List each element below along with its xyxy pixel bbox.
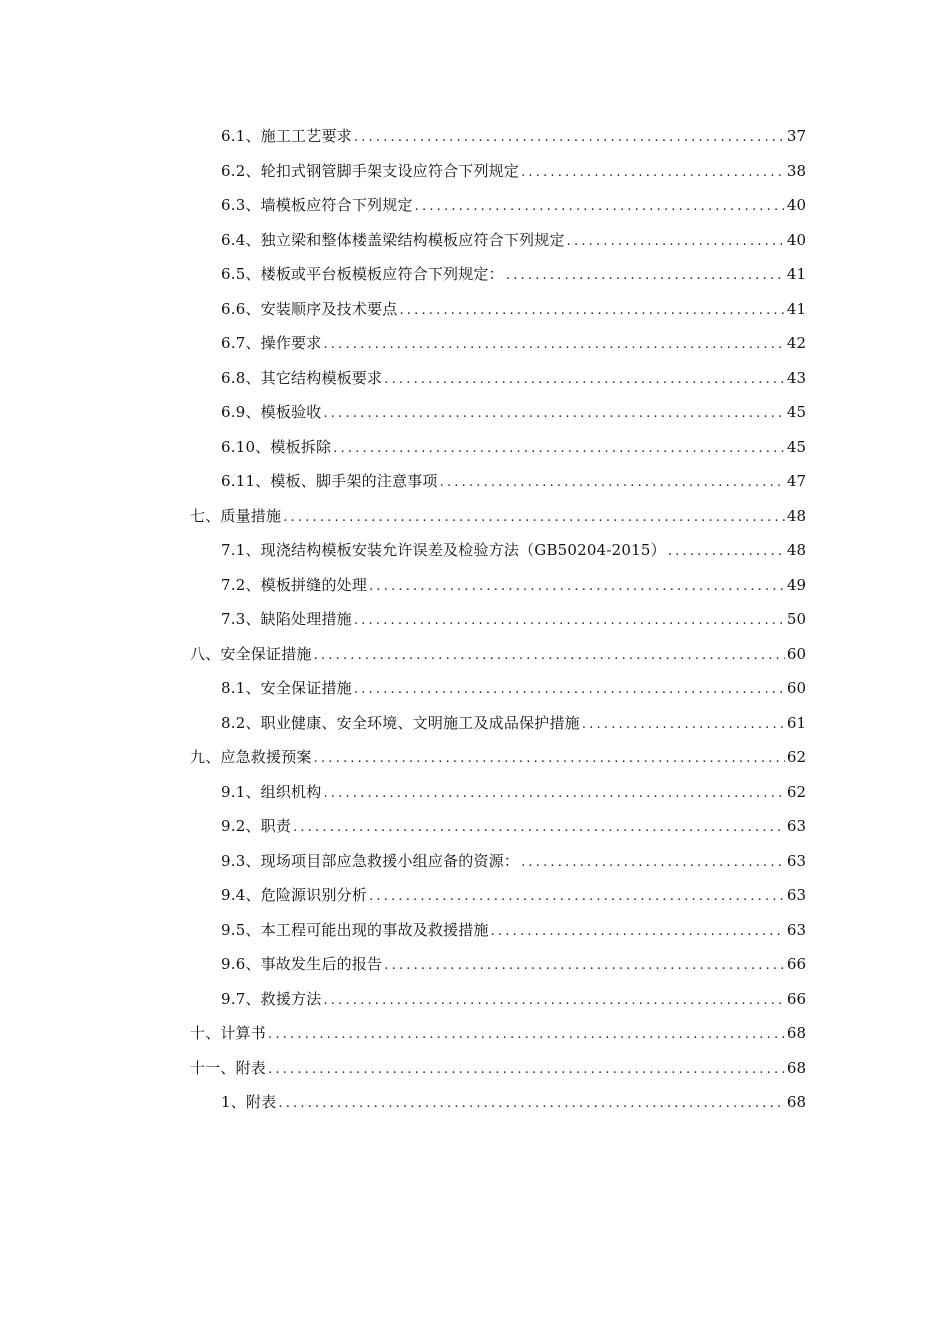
toc-entry-label: 6.2、轮扣式钢管脚手架支设应符合下列规定	[221, 161, 520, 180]
toc-entry[interactable]	[0, 707, 950, 742]
toc-entry-line	[221, 713, 806, 735]
toc-entry-line	[221, 989, 806, 1011]
toc-page-number: 40	[786, 230, 806, 249]
toc-dot-leader	[582, 715, 785, 735]
toc-entry-label: 6.8、其它结构模板要求	[221, 368, 383, 387]
toc-entry-line	[221, 402, 806, 424]
toc-entry[interactable]	[0, 155, 950, 190]
toc-page-number: 63	[786, 851, 806, 870]
toc-entry-label: 6.3、墙模板应符合下列规定	[221, 196, 413, 215]
toc-dot-leader	[399, 301, 784, 321]
toc-dot-leader	[283, 508, 785, 528]
toc-entry-label: 6.5、楼板或平台板模板应符合下列规定：	[221, 265, 504, 284]
toc-entry[interactable]	[0, 1017, 950, 1052]
toc-entry[interactable]	[0, 293, 950, 328]
toc-dot-leader	[506, 266, 785, 286]
toc-dot-leader	[521, 163, 785, 183]
toc-entry[interactable]	[0, 914, 950, 949]
toc-entry-label: 十、计算书	[190, 1024, 267, 1043]
toc-dot-leader	[293, 818, 785, 838]
toc-page-number: 45	[786, 437, 806, 456]
toc-page-number: 66	[786, 955, 806, 974]
toc-page-number: 62	[786, 748, 806, 767]
toc-entry-label: 6.9、模板验收	[221, 403, 322, 422]
toc-dot-leader	[323, 404, 784, 424]
toc-page-number: 68	[786, 1024, 806, 1043]
toc-dot-leader	[323, 784, 784, 804]
toc-entry-label: 八、安全保证措施	[190, 644, 312, 663]
toc-entry-line	[221, 782, 806, 804]
toc-entry-line	[221, 437, 806, 459]
toc-entry-line	[221, 299, 806, 321]
toc-entry-line	[190, 506, 806, 528]
toc-dot-leader	[415, 197, 785, 217]
toc-entry-label: 9.7、救援方法	[221, 989, 322, 1008]
toc-page-number: 60	[786, 644, 806, 663]
toc-entry-label: 7.3、缺陷处理措施	[221, 610, 352, 629]
toc-entry[interactable]	[0, 431, 950, 466]
toc-entry[interactable]	[0, 500, 950, 535]
toc-page-number: 42	[786, 334, 806, 353]
toc-entry[interactable]	[0, 810, 950, 845]
toc-page-number: 66	[786, 989, 806, 1008]
toc-dot-leader	[491, 922, 785, 942]
toc-entry[interactable]	[0, 465, 950, 500]
toc-entry-label: 8.1、安全保证措施	[221, 679, 352, 698]
toc-entry[interactable]	[0, 948, 950, 983]
toc-entry-line	[190, 1058, 806, 1080]
toc-entry[interactable]	[0, 845, 950, 880]
toc-page-number: 48	[786, 506, 806, 525]
toc-entry-line	[221, 609, 806, 631]
toc-entry-label: 9.2、职责	[221, 817, 292, 836]
toc-page-number: 68	[786, 1093, 806, 1112]
toc-entry[interactable]	[0, 120, 950, 155]
toc-dot-leader	[567, 232, 785, 252]
toc-dot-leader	[384, 370, 785, 390]
toc-dot-leader	[323, 335, 784, 355]
table-of-contents	[0, 120, 950, 1121]
toc-entry[interactable]	[0, 879, 950, 914]
toc-entry[interactable]	[0, 534, 950, 569]
toc-dot-leader	[440, 473, 785, 493]
toc-entry-line	[221, 161, 806, 183]
toc-entry-label: 七、质量措施	[190, 506, 282, 525]
toc-page-number: 63	[786, 920, 806, 939]
toc-page-number: 43	[786, 368, 806, 387]
toc-entry[interactable]	[0, 189, 950, 224]
toc-entry[interactable]	[0, 983, 950, 1018]
toc-entry-label: 6.11、模板、脚手架的注意事项	[221, 472, 438, 491]
toc-entry[interactable]	[0, 638, 950, 673]
toc-dot-leader	[369, 887, 785, 907]
toc-entry-line	[221, 816, 806, 838]
toc-entry[interactable]	[0, 362, 950, 397]
toc-entry-label: 1、附表	[221, 1093, 277, 1112]
toc-entry-line	[221, 885, 806, 907]
toc-entry[interactable]	[0, 672, 950, 707]
toc-page-number: 41	[786, 299, 806, 318]
toc-entry-line	[221, 368, 806, 390]
toc-page-number: 37	[786, 127, 806, 146]
toc-entry[interactable]	[0, 603, 950, 638]
toc-page-number: 68	[786, 1058, 806, 1077]
toc-entry-line	[221, 230, 806, 252]
toc-entry-label: 十一、附表	[190, 1058, 267, 1077]
toc-dot-leader	[384, 956, 785, 976]
toc-page-number: 50	[786, 610, 806, 629]
toc-dot-leader	[354, 611, 785, 631]
toc-entry-line	[221, 264, 806, 286]
toc-page-number: 48	[786, 541, 806, 560]
toc-entry[interactable]	[0, 569, 950, 604]
toc-entry-label: 九、应急救援预案	[190, 748, 312, 767]
toc-entry-label: 9.1、组织机构	[221, 782, 322, 801]
toc-entry-label: 6.7、操作要求	[221, 334, 322, 353]
toc-entry-label: 9.3、现场项目部应急救援小组应备的资源：	[221, 851, 520, 870]
toc-dot-leader	[369, 577, 785, 597]
toc-dot-leader	[354, 680, 785, 700]
toc-dot-leader	[268, 1060, 785, 1080]
toc-entry-line	[190, 1023, 806, 1045]
toc-dot-leader	[521, 853, 785, 873]
toc-entry-label: 6.4、独立梁和整体楼盖梁结构模板应符合下列规定	[221, 230, 565, 249]
toc-entry-line	[221, 195, 806, 217]
toc-entry-line	[221, 954, 806, 976]
toc-entry[interactable]	[0, 776, 950, 811]
toc-entry[interactable]	[0, 1086, 950, 1121]
toc-dot-leader	[668, 542, 785, 562]
toc-entry-line	[221, 471, 806, 493]
toc-dot-leader	[314, 749, 785, 769]
toc-entry-line	[190, 747, 806, 769]
toc-entry-line	[221, 126, 806, 148]
toc-page-number: 41	[786, 265, 806, 284]
toc-entry-line	[190, 644, 806, 666]
toc-entry-label: 7.1、现浇结构模板安装允许误差及检验方法（GB50204-2015）	[221, 541, 666, 560]
toc-entry-line	[221, 851, 806, 873]
toc-entry-label: 6.1、施工工艺要求	[221, 127, 352, 146]
toc-entry-line	[221, 678, 806, 700]
toc-dot-leader	[268, 1025, 785, 1045]
toc-entry-label: 8.2、职业健康、安全环境、文明施工及成品保护措施	[221, 713, 580, 732]
toc-page-number: 63	[786, 886, 806, 905]
toc-page-number: 61	[786, 713, 806, 732]
toc-entry-line	[221, 540, 806, 562]
toc-entry-label: 9.6、事故发生后的报告	[221, 955, 383, 974]
toc-page-number: 63	[786, 817, 806, 836]
toc-dot-leader	[354, 128, 785, 148]
toc-page-number: 60	[786, 679, 806, 698]
toc-page-number: 49	[786, 575, 806, 594]
toc-page-number: 45	[786, 403, 806, 422]
toc-entry[interactable]	[0, 327, 950, 362]
toc-dot-leader	[323, 991, 784, 1011]
toc-entry[interactable]	[0, 258, 950, 293]
toc-entry[interactable]	[0, 396, 950, 431]
toc-entry-label: 9.5、本工程可能出现的事故及救援措施	[221, 920, 489, 939]
toc-entry-line	[221, 1092, 806, 1114]
toc-dot-leader	[314, 646, 785, 666]
toc-page-number: 62	[786, 782, 806, 801]
toc-entry-label: 6.6、安装顺序及技术要点	[221, 299, 398, 318]
toc-entry[interactable]	[0, 224, 950, 259]
toc-page-number: 38	[786, 161, 806, 180]
toc-entry-label: 6.10、模板拆除	[221, 437, 332, 456]
toc-entry[interactable]	[0, 1052, 950, 1087]
toc-page-number: 40	[786, 196, 806, 215]
toc-dot-leader	[333, 439, 785, 459]
toc-entry-line	[221, 333, 806, 355]
toc-entry[interactable]	[0, 741, 950, 776]
toc-entry-label: 9.4、危险源识别分析	[221, 886, 368, 905]
toc-entry-line	[221, 920, 806, 942]
toc-entry-line	[221, 575, 806, 597]
toc-dot-leader	[278, 1094, 785, 1114]
toc-entry-label: 7.2、模板拼缝的处理	[221, 575, 368, 594]
toc-page-number: 47	[786, 472, 806, 491]
